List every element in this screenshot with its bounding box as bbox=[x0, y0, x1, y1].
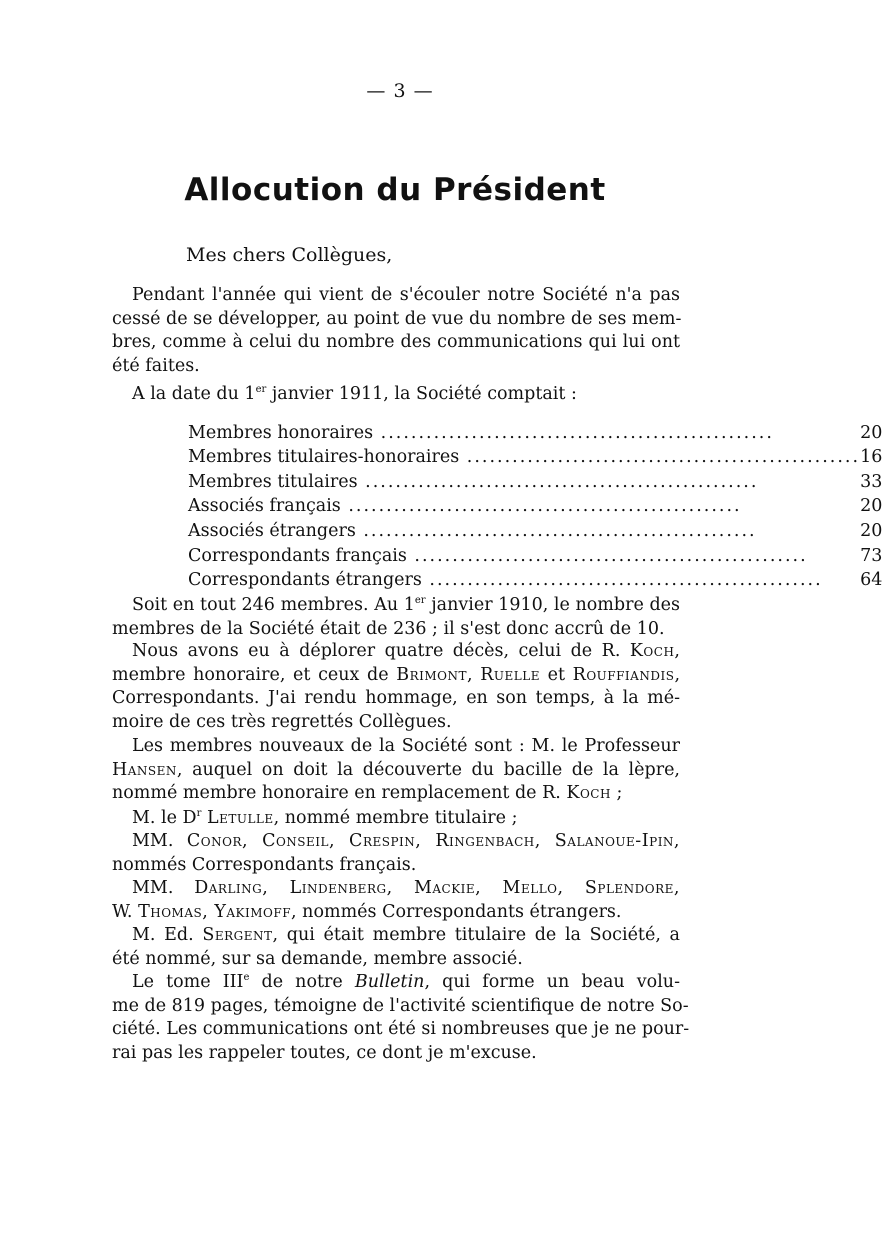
person-name: Sergent bbox=[202, 925, 273, 945]
member-category bbox=[188, 467, 860, 492]
correspondants-fr-text: MM. bbox=[132, 831, 187, 851]
count-intro-text: janvier 1911, la Société comptait : bbox=[266, 384, 577, 404]
member-count: 73 bbox=[860, 545, 882, 566]
total-line: membres de la Société était de 236 ; il s'est donc accrû de 10. bbox=[112, 618, 665, 639]
dot-leader bbox=[407, 546, 808, 566]
member-count: 20 bbox=[860, 496, 882, 517]
member-category bbox=[188, 418, 860, 443]
sergent-line: été nommé, sur sa demande, membre associé. bbox=[112, 948, 523, 969]
person-name: Koch bbox=[629, 641, 675, 661]
dot-leader bbox=[373, 423, 774, 443]
intro-line: cessé de se développer, au point de vue du nombre de ses mem- bbox=[112, 308, 682, 329]
deaths-text: et bbox=[539, 664, 573, 685]
person-name: Brimont bbox=[396, 664, 467, 685]
bulletin-line: ciété. Les communications ont été si nombreuses que je ne pour- bbox=[112, 1019, 690, 1040]
deaths-line: Correspondants. J'ai rendu hommage, en son temps, à la mé- bbox=[112, 688, 680, 709]
count-intro bbox=[112, 383, 680, 407]
new-members-text: ; bbox=[610, 783, 623, 804]
letulle-text: , nommé membre titulaire ; bbox=[273, 808, 518, 828]
members-row bbox=[188, 541, 882, 566]
deaths-line bbox=[112, 640, 680, 664]
total-text: Soit en tout 246 membres. Au 1 bbox=[132, 595, 415, 615]
correspondants-etr-line bbox=[112, 877, 680, 901]
correspondants-etr-line bbox=[112, 901, 680, 925]
member-category-label: Associés français bbox=[188, 496, 341, 517]
person-name: Koch bbox=[566, 783, 611, 804]
bulletin-text: Le tome III bbox=[132, 972, 244, 992]
correspondants-fr-line bbox=[112, 830, 680, 854]
bulletin-paragraph bbox=[112, 971, 690, 1065]
new-members-paragraph bbox=[112, 735, 680, 806]
member-count: 16 bbox=[860, 447, 882, 468]
deaths-line: moire de ces très regrettés Collègues. bbox=[112, 711, 452, 732]
salutation: Mes chers Collègues, bbox=[186, 244, 393, 266]
intro-line: bres, comme à celui du nombre des communications qui lui ont bbox=[112, 332, 680, 353]
letulle-text: M. le D bbox=[132, 808, 197, 828]
member-category-label: Associés étrangers bbox=[188, 520, 356, 541]
new-members-text: , auquel on doit la découverte du bacille de la lèpre, bbox=[176, 759, 680, 780]
superscript: e bbox=[243, 972, 250, 983]
bulletin-line: rai pas les rappeler toutes, ce dont je m'excuse. bbox=[112, 1042, 537, 1063]
deaths-text: , bbox=[674, 664, 681, 685]
new-members-text: nommé membre honoraire en remplacement de R. bbox=[112, 783, 567, 804]
member-category bbox=[188, 566, 860, 591]
member-category bbox=[188, 492, 860, 517]
intro-line: été faites. bbox=[112, 355, 200, 376]
superscript: r bbox=[196, 808, 202, 819]
members-table bbox=[188, 418, 882, 590]
sergent-paragraph bbox=[112, 924, 680, 971]
deaths-text: , bbox=[674, 641, 680, 661]
member-category-label: Correspondants français bbox=[188, 545, 407, 566]
person-name: Ruelle bbox=[480, 664, 540, 685]
dot-leader bbox=[356, 521, 757, 541]
members-row bbox=[188, 566, 882, 591]
member-count: 20 bbox=[860, 422, 882, 443]
member-category-label: Membres titulaires-honoraires bbox=[188, 447, 460, 468]
member-category-label: Correspondants étrangers bbox=[188, 570, 422, 591]
correspondants-etr-text: , nommés Correspondants étrangers. bbox=[291, 901, 622, 922]
member-category-label: Membres honoraires bbox=[188, 422, 374, 443]
sergent-text: M. Ed. bbox=[132, 925, 203, 945]
member-count: 64 bbox=[860, 570, 882, 591]
total-text: janvier 1910, le nombre des bbox=[425, 595, 680, 615]
sergent-line bbox=[112, 924, 680, 948]
member-category bbox=[188, 516, 860, 541]
person-names: Thomas, Yakimoff bbox=[138, 901, 292, 922]
members-row bbox=[188, 467, 882, 492]
bulletin-line bbox=[112, 971, 680, 995]
dot-leader bbox=[459, 447, 860, 467]
letulle-line bbox=[112, 807, 680, 831]
deaths-paragraph bbox=[112, 640, 680, 734]
superscript: er bbox=[414, 595, 426, 606]
deaths-line bbox=[112, 664, 680, 688]
sergent-text: , qui était membre titulaire de la Société, a bbox=[272, 925, 680, 945]
bulletin-line: me de 819 pages, témoigne de l'activité scientifique de notre So- bbox=[112, 995, 689, 1016]
deaths-text: membre honoraire, et ceux de bbox=[112, 664, 397, 685]
members-row bbox=[188, 443, 882, 468]
total-line bbox=[112, 594, 680, 618]
intro-paragraph bbox=[112, 284, 680, 378]
members-row bbox=[188, 418, 882, 443]
member-category bbox=[188, 541, 860, 566]
total-paragraph bbox=[112, 594, 680, 641]
count-intro-line bbox=[112, 383, 680, 407]
bulletin-title: Bulletin bbox=[354, 972, 425, 992]
correspondants-fr-paragraph bbox=[112, 830, 680, 877]
deaths-text: Nous avons eu à déplorer quatre décès, celui de R. bbox=[132, 641, 630, 661]
deaths-text: , bbox=[467, 664, 481, 685]
members-row bbox=[188, 516, 882, 541]
person-names: Darling, Lindenberg, Mackie, Mello, Splendore, bbox=[194, 878, 680, 898]
bulletin-text: de notre bbox=[249, 972, 355, 992]
correspondants-fr-line: nommés Correspondants français. bbox=[112, 854, 417, 875]
member-count: 33 bbox=[860, 471, 882, 492]
correspondants-etr-paragraph bbox=[112, 877, 680, 924]
member-category bbox=[188, 443, 860, 468]
superscript: er bbox=[255, 384, 267, 395]
page-number: — 3 — bbox=[366, 80, 434, 102]
new-members-line: Les membres nouveaux de la Société sont : M. le Professeur bbox=[132, 736, 680, 756]
person-name: Rouffiandis bbox=[572, 664, 675, 685]
member-category-label: Membres titulaires bbox=[188, 471, 358, 492]
letulle-paragraph bbox=[112, 807, 680, 831]
dot-leader bbox=[341, 496, 742, 516]
page-title: Allocution du Président bbox=[184, 172, 606, 208]
dot-leader bbox=[358, 472, 759, 492]
new-members-line bbox=[112, 759, 680, 783]
member-count: 20 bbox=[860, 520, 882, 541]
person-names: Conor, Conseil, Crespin, Ringenbach, Salanoue-Ipin, bbox=[186, 831, 680, 851]
members-table-body bbox=[188, 418, 882, 590]
person-name: Letulle bbox=[206, 808, 274, 828]
dot-leader bbox=[422, 570, 823, 590]
count-intro-text: A la date du 1 bbox=[132, 384, 256, 404]
person-name: Hansen bbox=[112, 759, 177, 780]
bulletin-text: , qui forme un beau volu- bbox=[424, 972, 680, 992]
new-members-line bbox=[112, 782, 680, 806]
correspondants-etr-text: W. bbox=[112, 901, 139, 922]
intro-line: Pendant l'année qui vient de s'écouler notre Société n'a pas bbox=[132, 285, 680, 305]
correspondants-etr-text: MM. bbox=[132, 878, 195, 898]
members-row bbox=[188, 492, 882, 517]
